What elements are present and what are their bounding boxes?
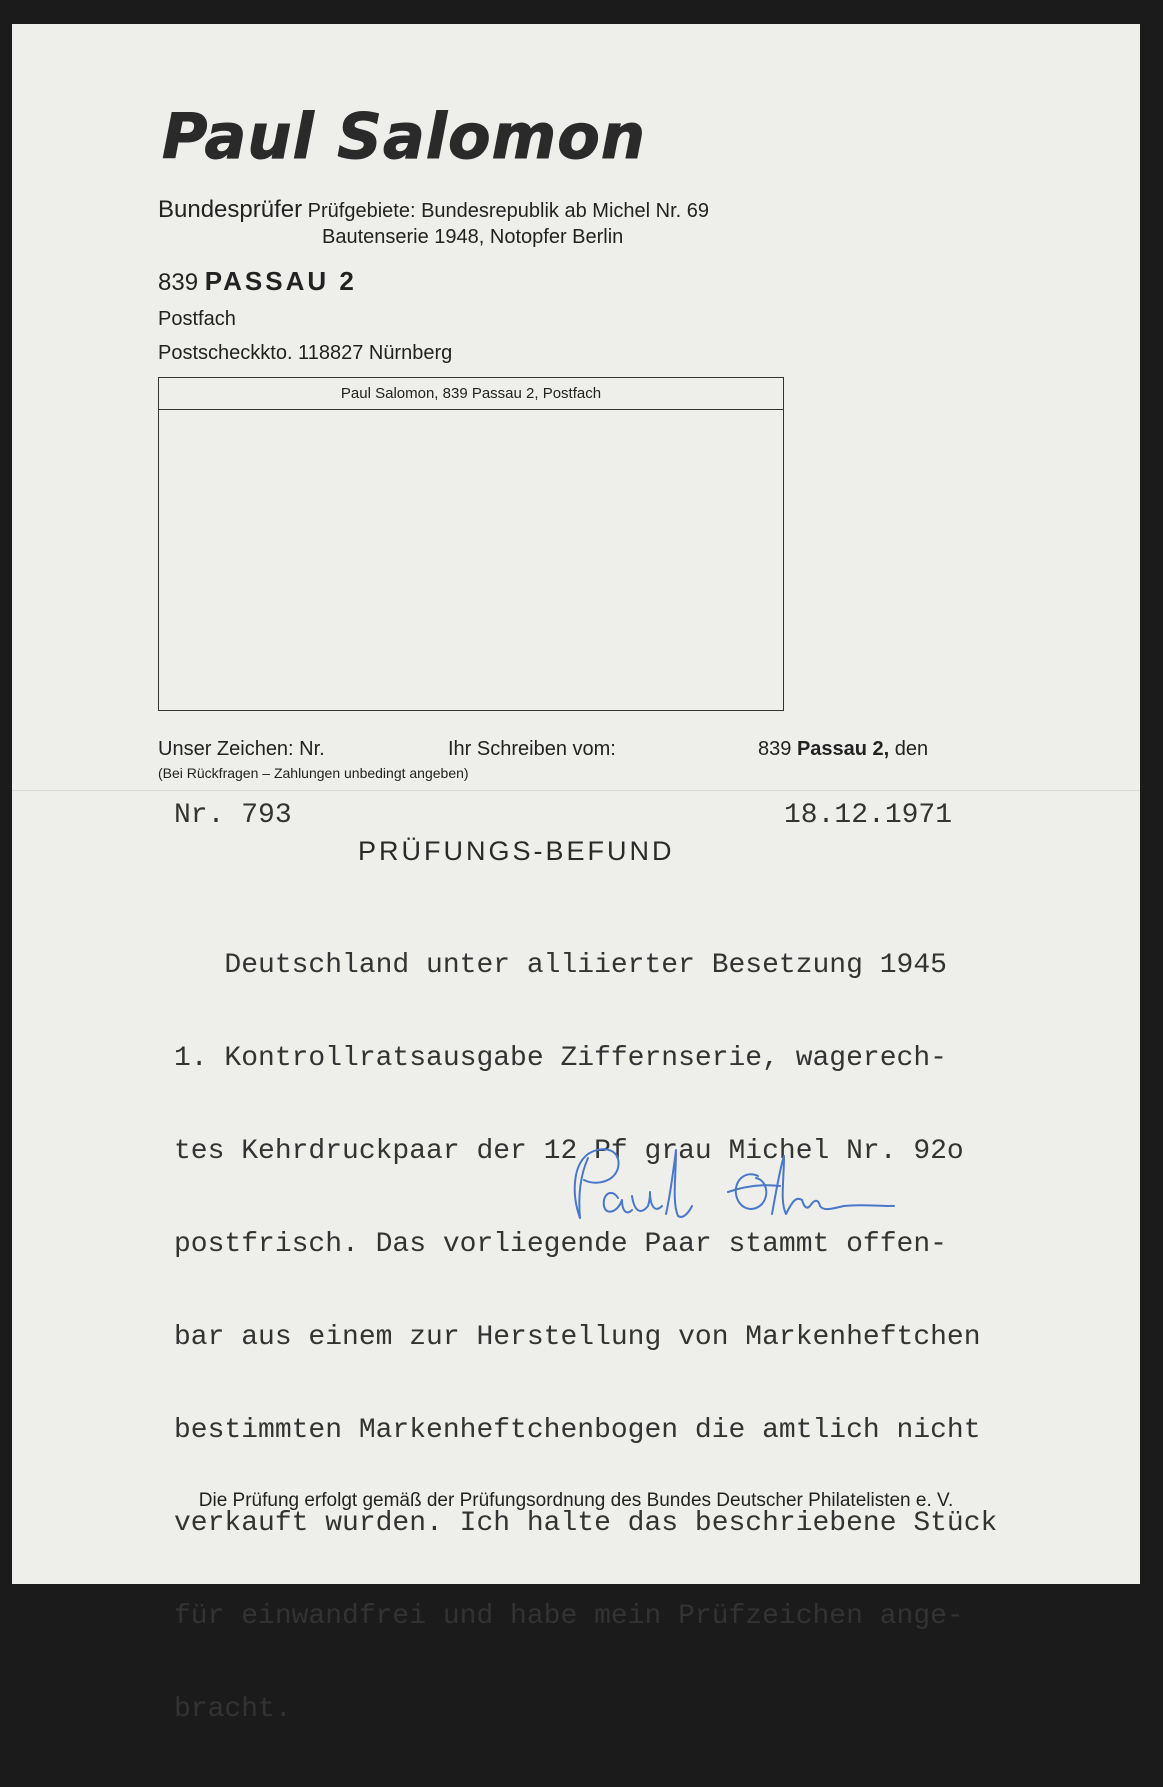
city: PASSAU 2 bbox=[204, 266, 357, 296]
certificate-page bbox=[12, 24, 1140, 1725]
your-letter-label: Ihr Schreiben vom: bbox=[448, 738, 616, 760]
examiner-title: Bundesprüfer bbox=[158, 196, 303, 223]
certificate-number: Nr. 793 bbox=[174, 800, 292, 831]
letterhead-name: Paul Salomon bbox=[162, 100, 646, 173]
fold-line bbox=[12, 790, 1140, 791]
certificate-heading: PRÜFUNGS-BEFUND bbox=[358, 836, 675, 866]
address-window bbox=[158, 377, 784, 711]
footer-note: Die Prüfung erfolgt gemäß der Prüfungsordnung des Bundes Deutscher Philatelisten e. V. bbox=[198, 1490, 954, 1511]
body-line: tes Kehrdruckpaar der 12 Pf grau Michel Nr. 92o bbox=[174, 1136, 964, 1167]
place-city: Passau 2, bbox=[796, 738, 890, 760]
our-reference-label: Unser Zeichen: Nr. bbox=[158, 738, 325, 760]
certificate-date: 18.12.1971 bbox=[784, 800, 953, 831]
body-line: bestimmten Markenheftchenbogen die amtlich nicht bbox=[174, 1415, 981, 1446]
address-city-line bbox=[158, 266, 357, 297]
examiner-line bbox=[158, 196, 709, 224]
postfach: Postfach bbox=[158, 308, 236, 330]
body-line: für einwandfrei und habe mein Prüfzeichen ange- bbox=[174, 1601, 964, 1632]
sender-line: Paul Salomon, 839 Passau 2, Postfach bbox=[159, 378, 783, 410]
body-line: bracht. bbox=[174, 1694, 292, 1725]
place-date-label bbox=[758, 738, 928, 761]
exam-areas-line1: Prüfgebiete: Bundesrepublik ab Michel Nr. 69 bbox=[307, 200, 710, 222]
body-line: postfrisch. Das vorliegende Paar stammt offen- bbox=[174, 1229, 947, 1260]
bank-account: Postscheckkto. 118827 Nürnberg bbox=[158, 342, 453, 364]
body-line: verkauft wurden. Ich halte das beschriebene Stück bbox=[174, 1508, 998, 1539]
certificate-body bbox=[174, 888, 997, 1787]
handwritten-signature bbox=[558, 1136, 898, 1236]
place-postcode: 839 bbox=[758, 738, 792, 760]
body-line: 1. Kontrollratsausgabe Ziffernserie, wagerech- bbox=[174, 1043, 947, 1074]
body-line: bar aus einem zur Herstellung von Markenheftchen bbox=[174, 1322, 981, 1353]
body-line: Deutschland unter alliierter Besetzung 1945 bbox=[174, 950, 947, 981]
place-suffix: den bbox=[894, 738, 929, 760]
exam-areas-line2: Bautenserie 1948, Notopfer Berlin bbox=[322, 226, 624, 248]
postcode: 839 bbox=[158, 269, 199, 296]
reference-note: (Bei Rückfragen – Zahlungen unbedingt angeben) bbox=[158, 765, 469, 781]
